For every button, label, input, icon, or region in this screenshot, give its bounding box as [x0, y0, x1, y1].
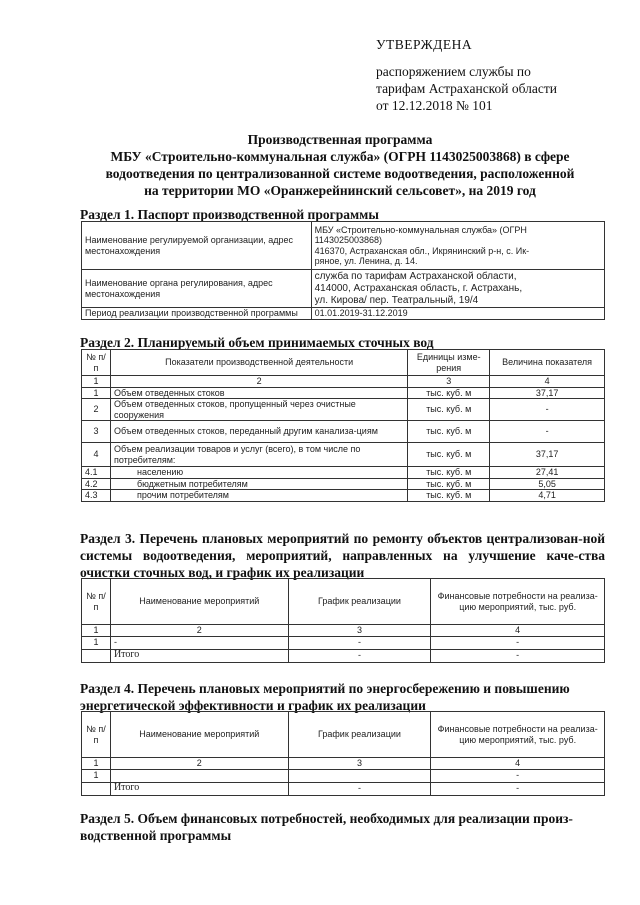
total-row: [82, 782, 605, 795]
approval-heading: УТВЕРЖДЕНА: [376, 37, 473, 52]
total-row: [82, 649, 605, 662]
header-cost: Финансовые потребности на реализа-цию мероприятий, тыс. руб.: [431, 712, 605, 758]
row-number: 4: [82, 443, 111, 467]
table-row: [82, 769, 605, 782]
passport-label: Наименование органа регулирования, адрес местонахождения: [82, 270, 312, 308]
table-row: [82, 421, 605, 443]
col-num: 4: [431, 758, 605, 770]
total-label: Итого: [110, 782, 288, 795]
table-row: [82, 399, 605, 421]
row-number: 4.2: [82, 478, 111, 490]
total-schedule: -: [288, 782, 431, 795]
value-line: ряное, ул. Ленина, д. 14.: [314, 256, 418, 266]
passport-value: [311, 270, 604, 308]
section5-heading: Раздел 5. Объем финансовых потребностей, необходимых для реализации произ-водственной программы: [80, 811, 573, 843]
row-name: -: [110, 636, 288, 649]
header-schedule: График реализации: [288, 579, 431, 625]
row-name: Объем отведенных стоков: [110, 387, 407, 399]
value-line: ул. Кирова/ пер. Театральный, 19/4: [314, 294, 479, 306]
row-name: бюджетным потребителям: [110, 478, 407, 490]
row-unit: тыс. куб. м: [408, 467, 490, 479]
passport-row: [82, 308, 605, 320]
header-number: № п/п: [82, 712, 111, 758]
header-indicator: Показатели производственной деятельности: [110, 350, 407, 376]
row-unit: тыс. куб. м: [408, 490, 490, 502]
title-line-1: Производственная программа: [247, 132, 433, 147]
passport-value: 01.01.2019-31.12.2019: [311, 308, 604, 320]
header-number: № п/п: [82, 579, 111, 625]
table-header-row: [82, 350, 605, 376]
table-row: [82, 443, 605, 467]
section1-heading: Раздел 1. Паспорт производственной программы: [80, 207, 379, 222]
col-num: 2: [110, 758, 288, 770]
header-measure: Наименование мероприятий: [110, 712, 288, 758]
row-unit: тыс. куб. м: [408, 421, 490, 443]
total-cost: -: [431, 782, 605, 795]
title-line-3: водоотведения по централизованной системе водоотведения, расположенной: [105, 166, 575, 181]
wastewater-table: [81, 349, 605, 502]
col-num: 3: [288, 758, 431, 770]
column-number-row: [82, 376, 605, 388]
header-value: Величина показателя: [490, 350, 605, 376]
total-schedule: -: [288, 649, 431, 662]
approval-line-1: распоряжением службы по: [376, 64, 531, 79]
row-number: 2: [82, 399, 111, 421]
table-row: [82, 636, 605, 649]
col-num: 2: [110, 376, 407, 388]
row-name: Объем реализации товаров и услуг (всего), в том числе по потребителям:: [110, 443, 407, 467]
approval-line-2: тарифам Астраханской области: [376, 81, 558, 96]
section3-heading: Раздел 3. Перечень плановых мероприятий по ремонту объектов централизован-ной системы водоотведения, мероприятий, направленных на улучшение каче-ства очистки сточных вод, и график их реализации: [80, 531, 605, 580]
col-num: 4: [431, 625, 605, 637]
row-schedule: [288, 769, 431, 782]
row-value: 4,71: [490, 490, 605, 502]
table-row: [82, 490, 605, 502]
row-number: 3: [82, 421, 111, 443]
row-unit: тыс. куб. м: [408, 478, 490, 490]
col-num: 1: [82, 625, 111, 637]
passport-label: Период реализации производственной программы: [82, 308, 312, 320]
passport-value: [311, 222, 604, 270]
row-schedule: -: [288, 636, 431, 649]
row-unit: тыс. куб. м: [408, 387, 490, 399]
table-row: [82, 478, 605, 490]
section4-heading: Раздел 4. Перечень плановых мероприятий по энергосбережению и повышению энергетической эффективности и график их реализации: [80, 681, 570, 713]
title-line-4: на территории МО «Оранжерейнинский сельсовет», на 2019 год: [144, 183, 536, 198]
column-number-row: [82, 625, 605, 637]
col-num: 3: [408, 376, 490, 388]
row-cost: -: [431, 769, 605, 782]
value-line: 414000, Астраханская область, г. Астрахань,: [314, 282, 523, 294]
row-number: 1: [82, 769, 111, 782]
row-name: прочим потребителям: [110, 490, 407, 502]
document-title: [60, 131, 620, 199]
row-number: 1: [82, 636, 111, 649]
row-name: населению: [110, 467, 407, 479]
header-measure: Наименование мероприятий: [110, 579, 288, 625]
total-label: Итого: [110, 649, 288, 662]
total-cost: -: [431, 649, 605, 662]
value-line: служба по тарифам Астраханской области,: [314, 270, 517, 282]
approval-block: [376, 36, 557, 114]
total-number: [82, 649, 111, 662]
row-unit: тыс. куб. м: [408, 443, 490, 467]
row-value: 27,41: [490, 467, 605, 479]
row-value: -: [490, 421, 605, 443]
value-line: МБУ «Строительно-коммунальная служба» (ОГРН: [314, 224, 527, 235]
row-name: [110, 769, 288, 782]
table-row: [82, 467, 605, 479]
row-number: 1: [82, 387, 111, 399]
col-num: 4: [490, 376, 605, 388]
energy-measures-table: [81, 711, 605, 796]
table-header-row: [82, 579, 605, 625]
passport-row: [82, 270, 605, 308]
passport-row: [82, 222, 605, 270]
value-line: 1143025003868): [314, 235, 382, 245]
approval-line-3: от 12.12.2018 № 101: [376, 98, 493, 113]
header-number: № п/п: [82, 350, 111, 376]
header-unit: Единицы изме-рения: [408, 350, 490, 376]
value-line: 416370, Астраханская обл., Икрянинский р-н, с. Ик-: [314, 245, 530, 256]
row-name: Объем отведенных стоков, переданный другим канализа-циям: [110, 421, 407, 443]
section2-heading: Раздел 2. Планируемый объем принимаемых сточных вод: [80, 335, 434, 350]
row-name: Объем отведенных стоков, пропущенный через очистные сооружения: [110, 399, 407, 421]
col-num: 2: [110, 625, 288, 637]
total-number: [82, 782, 111, 795]
title-line-2: МБУ «Строительно-коммунальная служба» (ОГРН 1143025003868) в сфере: [110, 149, 570, 164]
header-schedule: График реализации: [288, 712, 431, 758]
col-num: 1: [82, 376, 111, 388]
row-cost: -: [431, 636, 605, 649]
row-unit: тыс. куб. м: [408, 399, 490, 421]
passport-table: [81, 221, 605, 320]
row-value: 5,05: [490, 478, 605, 490]
col-num: 1: [82, 758, 111, 770]
row-value: 37,17: [490, 387, 605, 399]
passport-label: Наименование регулируемой организации, адрес местонахождения: [82, 222, 312, 270]
row-number: 4.3: [82, 490, 111, 502]
repair-measures-table: [81, 578, 605, 663]
row-value: 37,17: [490, 443, 605, 467]
column-number-row: [82, 758, 605, 770]
header-cost: Финансовые потребности на реализа-цию мероприятий, тыс. руб.: [431, 579, 605, 625]
table-header-row: [82, 712, 605, 758]
col-num: 3: [288, 625, 431, 637]
table-row: [82, 387, 605, 399]
row-value: -: [490, 399, 605, 421]
row-number: 4.1: [82, 467, 111, 479]
